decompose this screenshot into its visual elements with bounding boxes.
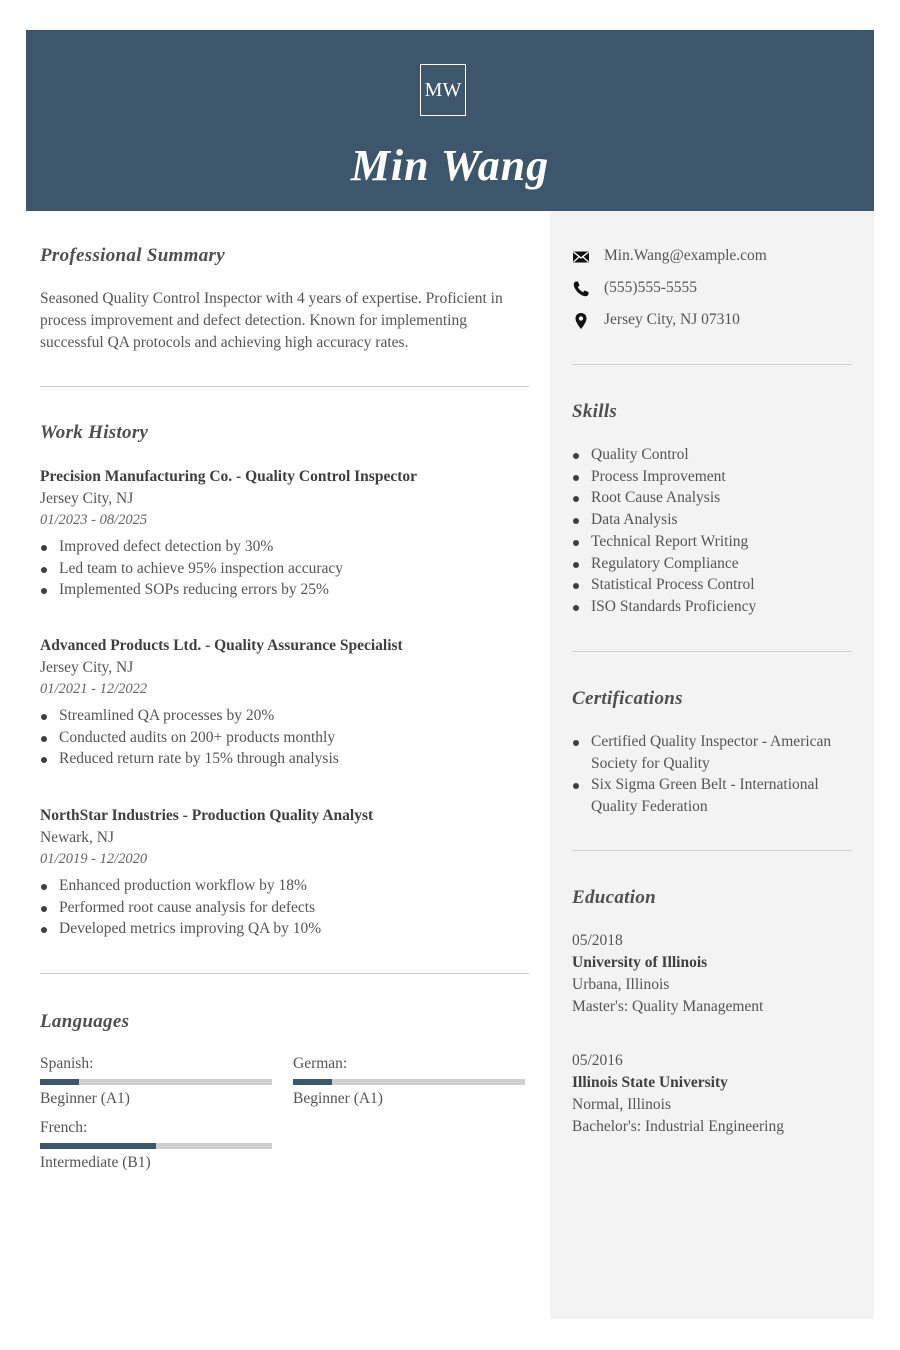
skill-item: Regulatory Compliance xyxy=(572,553,852,575)
language-level: Beginner (A1) xyxy=(40,1090,130,1107)
email-text: Min.Wang@example.com xyxy=(604,247,767,264)
education-location: Normal, Illinois xyxy=(572,1096,672,1113)
certification-item: Six Sigma Green Belt - International Quality Federation xyxy=(572,774,847,817)
job-bullets xyxy=(40,875,530,940)
education-degree: Master's: Quality Management xyxy=(572,998,764,1015)
map-pin-icon xyxy=(572,312,590,330)
skill-item: Statistical Process Control xyxy=(572,574,852,596)
education-date: 05/2016 xyxy=(572,1052,623,1069)
education-school: Illinois State University xyxy=(572,1074,728,1091)
language-bar-fill xyxy=(40,1143,156,1149)
education-title: Education xyxy=(572,887,656,908)
education-degree: Bachelor's: Industrial Engineering xyxy=(572,1118,784,1135)
job-title: Precision Manufacturing Co. - Quality Control Inspector xyxy=(40,468,418,485)
address-text: Jersey City, NJ 07310 xyxy=(604,311,740,328)
language-item xyxy=(40,1118,272,1173)
education-entry xyxy=(572,930,862,1018)
divider xyxy=(572,850,852,851)
skill-item: Data Analysis xyxy=(572,509,852,531)
divider xyxy=(40,386,529,387)
language-bar-fill xyxy=(40,1079,79,1085)
job-bullet: Improved defect detection by 30% xyxy=(40,536,530,558)
language-bar xyxy=(40,1143,272,1149)
education-entry xyxy=(572,1050,862,1138)
job-bullet: Performed root cause analysis for defects xyxy=(40,897,530,919)
envelope-icon xyxy=(572,248,590,266)
divider xyxy=(572,651,852,652)
skill-item: Quality Control xyxy=(572,444,852,466)
skill-item: ISO Standards Proficiency xyxy=(572,596,852,618)
language-level: Intermediate (B1) xyxy=(40,1154,151,1171)
summary-title: Professional Summary xyxy=(40,245,225,266)
phone-icon xyxy=(572,280,590,298)
skill-item: Process Improvement xyxy=(572,466,852,488)
language-bar xyxy=(40,1079,272,1085)
work-history-title: Work History xyxy=(40,422,149,443)
monogram: MW xyxy=(420,64,466,116)
job-location: Jersey City, NJ xyxy=(40,490,134,507)
job-bullet: Reduced return rate by 15% through analysis xyxy=(40,748,530,770)
summary-text: Seasoned Quality Control Inspector with 4 years of expertise. Proficient in process improvement and defect detection. Known for implementing successful QA protocols and achieving high accuracy rates. xyxy=(40,290,503,351)
job-bullet: Implemented SOPs reducing errors by 25% xyxy=(40,579,530,601)
job-dates: 01/2021 - 12/2022 xyxy=(40,681,148,697)
job-entry xyxy=(40,805,530,940)
job-entry xyxy=(40,635,530,770)
languages-title: Languages xyxy=(40,1011,130,1032)
skills-list xyxy=(572,444,852,618)
certifications-list xyxy=(572,731,847,818)
job-bullet: Conducted audits on 200+ products monthly xyxy=(40,727,530,749)
language-level: Beginner (A1) xyxy=(293,1090,383,1107)
job-dates: 01/2019 - 12/2020 xyxy=(40,851,148,867)
skill-item: Root Cause Analysis xyxy=(572,487,852,509)
job-bullets xyxy=(40,536,530,601)
divider xyxy=(572,364,852,365)
language-item xyxy=(293,1054,525,1109)
job-bullet: Enhanced production workflow by 18% xyxy=(40,875,530,897)
divider xyxy=(40,973,529,974)
education-school: University of Illinois xyxy=(572,954,708,971)
job-location: Jersey City, NJ xyxy=(40,659,134,676)
skill-item: Technical Report Writing xyxy=(572,531,852,553)
language-name: German: xyxy=(293,1055,348,1072)
certifications-title: Certifications xyxy=(572,688,683,709)
job-bullet: Streamlined QA processes by 20% xyxy=(40,705,530,727)
job-bullet: Developed metrics improving QA by 10% xyxy=(40,918,530,940)
job-entry xyxy=(40,466,530,601)
certification-item: Certified Quality Inspector - American Society for Quality xyxy=(572,731,847,774)
job-location: Newark, NJ xyxy=(40,829,115,846)
job-title: Advanced Products Ltd. - Quality Assurance Specialist xyxy=(40,637,403,654)
job-bullets xyxy=(40,705,530,770)
language-name: French: xyxy=(40,1119,88,1136)
candidate-name: Min Wang xyxy=(350,141,550,190)
language-item xyxy=(40,1054,272,1109)
job-bullet: Led team to achieve 95% inspection accuracy xyxy=(40,558,530,580)
education-location: Urbana, Illinois xyxy=(572,976,670,993)
education-date: 05/2018 xyxy=(572,932,623,949)
phone-text: (555)555-5555 xyxy=(604,279,697,296)
language-bar xyxy=(293,1079,525,1085)
language-name: Spanish: xyxy=(40,1055,94,1072)
skills-title: Skills xyxy=(572,401,618,422)
language-bar-fill xyxy=(293,1079,332,1085)
job-title: NorthStar Industries - Production Quality Analyst xyxy=(40,807,374,824)
job-dates: 01/2023 - 08/2025 xyxy=(40,512,148,528)
